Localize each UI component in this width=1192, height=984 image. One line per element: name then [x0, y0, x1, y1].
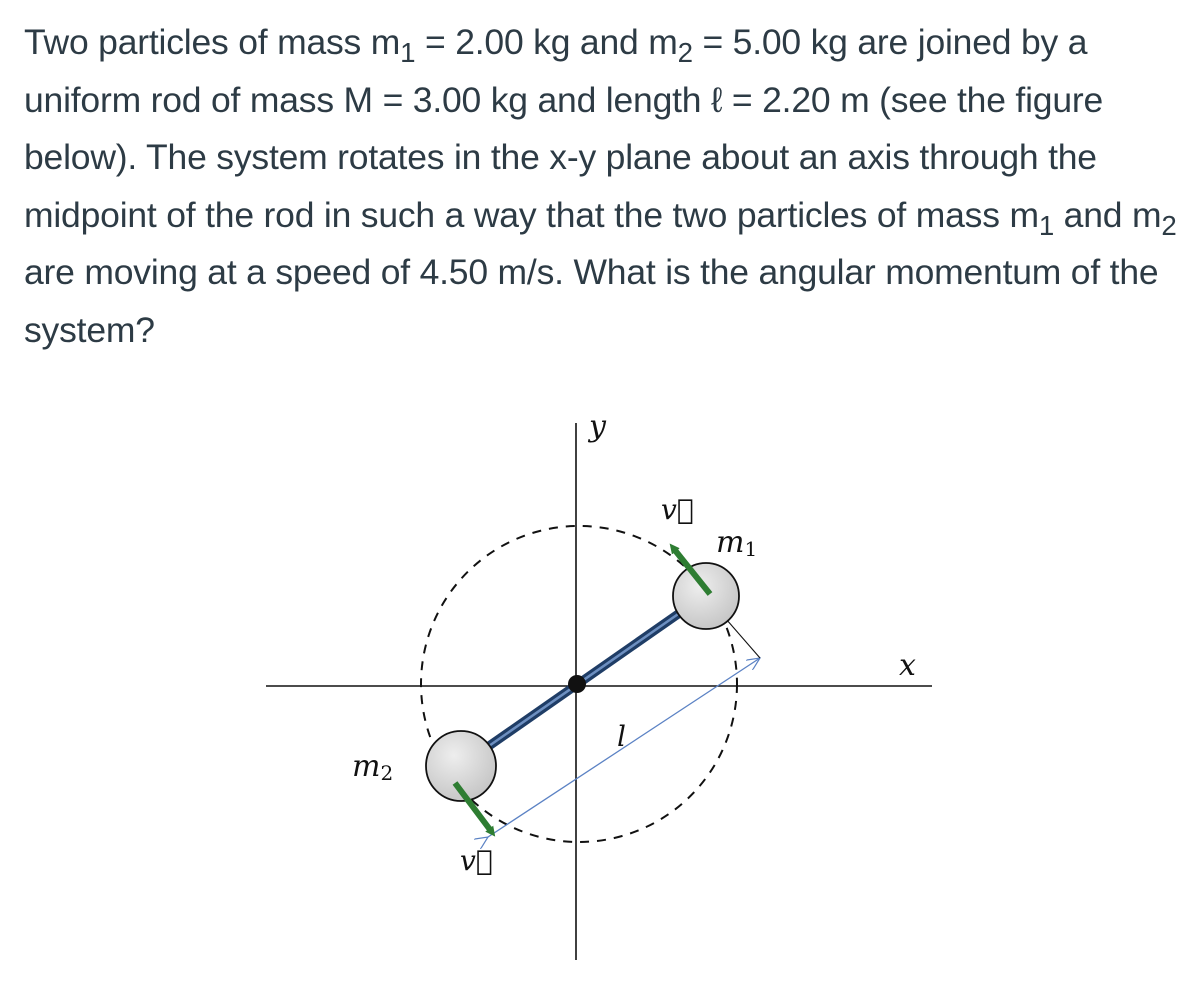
m2-label-letter: m — [352, 749, 381, 784]
mass-m1 — [673, 563, 739, 629]
velocity-label-top: v⃗ — [661, 493, 694, 526]
m1-subscript: 1 — [400, 36, 416, 68]
problem-text-3: = 5.00 kg are joined by a uniform rod of mass M = 3.00 kg and length ℓ = 2.20 m (see the figure below). The system rotates in the x-y plane about an axis through the midpoint of the rod in such a way that the two particles of mass m — [24, 22, 1104, 235]
length-label: l — [617, 720, 626, 753]
m1-label-letter: m — [716, 525, 745, 560]
m2-label-subscript: 2 — [380, 761, 394, 785]
m2-subscript-b: 2 — [1161, 209, 1177, 241]
m1-subscript-b: 1 — [1038, 209, 1055, 241]
problem-text-5: are moving at a speed of 4.50 m/s. What is the angular momentum of the system? — [24, 252, 1159, 350]
m1-label — [716, 525, 757, 561]
y-axis-label: y — [589, 409, 606, 444]
rod-highlight — [466, 596, 704, 762]
m2-subscript: 2 — [677, 36, 693, 68]
velocity-label-bottom: v⃗ — [460, 844, 493, 877]
m1-label-subscript: 1 — [744, 537, 758, 561]
m2-label — [352, 749, 393, 785]
problem-text-2: = 2.00 kg and m — [415, 22, 678, 62]
x-axis-label: x — [899, 648, 916, 683]
problem-text-1: Two particles of mass m — [24, 22, 401, 62]
problem-text-4: and m — [1054, 194, 1162, 235]
pivot-point — [568, 675, 586, 693]
